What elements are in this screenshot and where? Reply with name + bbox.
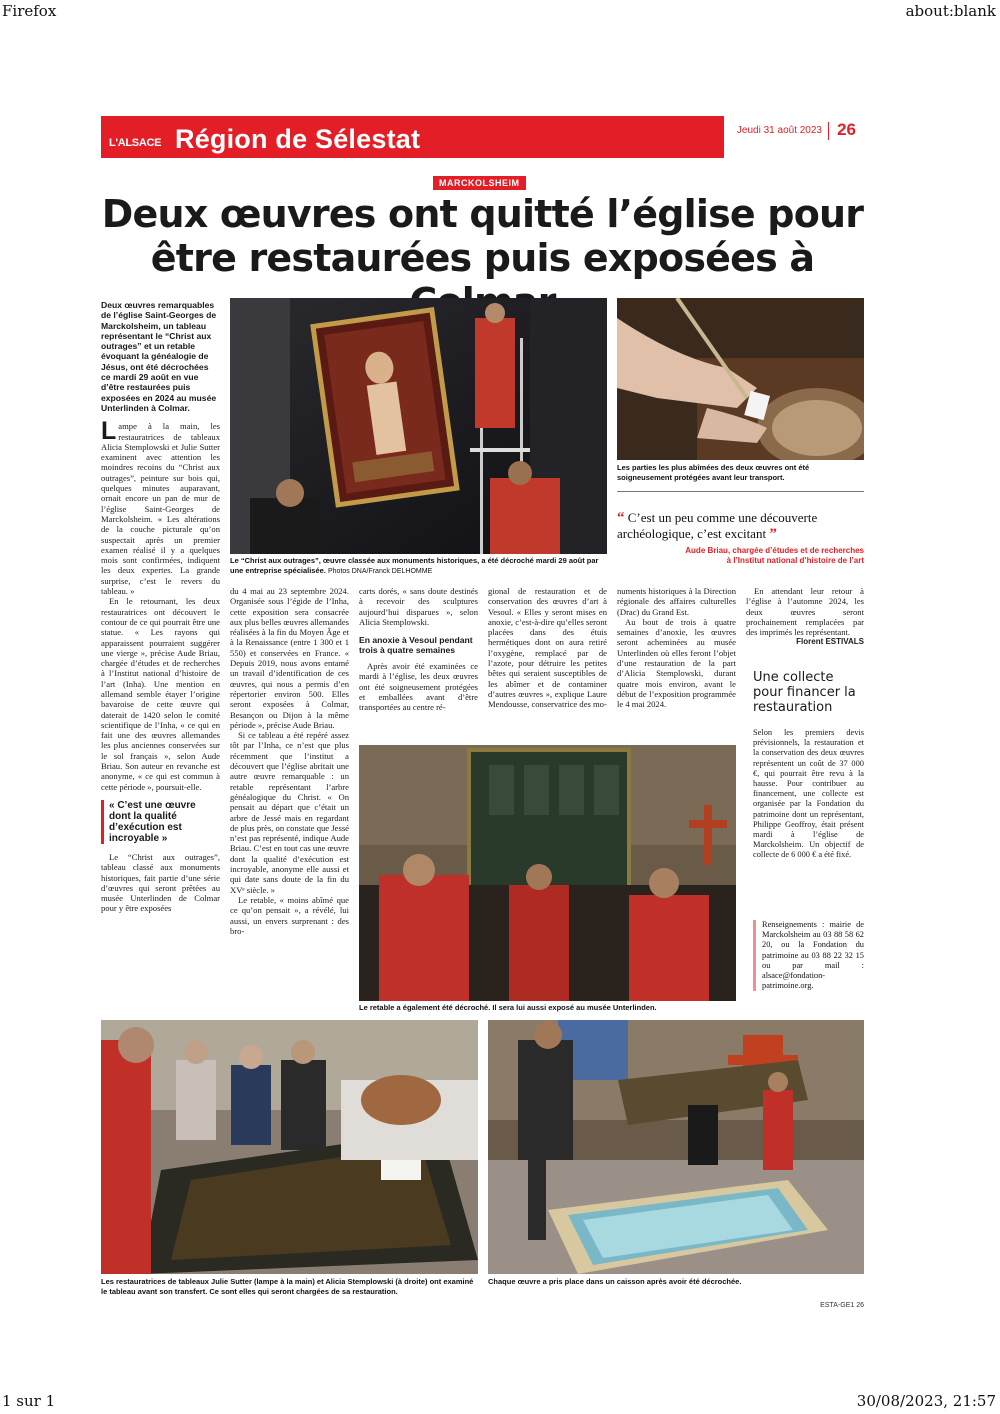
quote-body: C’est un peu comme une découverte archéologique, c’est excitant bbox=[617, 510, 818, 541]
page-counter: 1 sur 1 bbox=[2, 1392, 56, 1410]
article-author: Florent ESTIVALS bbox=[796, 637, 864, 647]
paragraph-3: Le “Christ aux outrages”, tableau classé aux monuments historiques, fait partie d’une série d’œuvres qui seront prêtées au musée Unterlinden de Colmar pour y être exposées bbox=[101, 851, 220, 914]
sidebar-title: Une collecte pour financer la restauration bbox=[753, 670, 856, 715]
kicker-label: MARCKOLSHEIM bbox=[433, 176, 526, 190]
page-reference: ESTA-GE1 26 bbox=[820, 1302, 864, 1309]
article-lead: Deux œuvres remarquables de l’église Saint-Georges de Marckolsheim, un tableau représentant le “Christ aux outrages” et un retable évoquant la généalogie de Jésus, ont été décrochées ce mardi 29 août en vue d’être restaurées puis exposées en 2024 au musée Unterlinden à Colmar. bbox=[101, 300, 217, 413]
paragraph-8: Après avoir été examinées ce mardi à l’église, les deux œuvres ont été soigneusement protégées et emballées avant d’être transportées au centre ré- bbox=[359, 661, 478, 713]
article-column-6 bbox=[746, 586, 864, 648]
photo-credit: Photos DNA/Franck DELHOMME bbox=[327, 567, 433, 575]
caption-retable: Le retable a également été décroché. Il sera lui aussi exposé au musée Unterlinden. bbox=[359, 1003, 657, 1012]
page-number: 26 bbox=[837, 120, 856, 139]
paragraph-1-text: ampe à la main, les restauratrices de tableaux Alicia Stemplowski et Julie Sutter examinent avec attention les moindres recoins du “Christ aux outrages”, peinture sur bois qui, quelques minutes auparavant, ornait encore un pan de mur de l’église Saint-Georges de Marckolsheim. « Les altérations de la couche picturale qu’on suspectait après un premier examen réalisé il y a quelques mois sont confirmées, indiquent les deux expertes. La grande surprise, c’est le revers du tableau. » bbox=[101, 421, 220, 597]
browser-url: about:blank bbox=[905, 2, 996, 20]
paragraph-10: numents historiques à la Direction régionale des affaires culturelles (Drac) du Grand Est. bbox=[617, 586, 736, 617]
browser-title: Firefox bbox=[2, 2, 57, 20]
article-column-1 bbox=[101, 300, 220, 914]
paragraph-2: En le retournant, les deux restauratrices ont découvert le contour de ce qui pourrait être une statue. « Les rayons qui apparaissent pourraient suggérer une vierge », précise Aude Briau, chargée d’études et de recherches à l’Institut national d’histoire de l’art (Inha). Une mention en allemand semble étayer l’origine bavaroise de cette œuvre qui daterait de 1420 selon le comité scientifique de l’Inha, « ce qui en fait une des œuvres allemandes les plus anciennes conservées sur le sol français », selon Aude Briau. Son auteur en revanche est anonyme, « ce qui est commun à cette période », poursuit-elle. bbox=[101, 596, 220, 792]
photo-hands-image bbox=[617, 298, 864, 460]
caption-christ-text: Le “Christ aux outrages”, œuvre classée aux monuments historiques, a été décroché mardi 29 août par une entreprise spécialisée. bbox=[230, 556, 599, 575]
photo-retable-image bbox=[359, 745, 736, 1001]
photo-retable bbox=[359, 745, 736, 1001]
info-box: Renseignements : mairie de Marckolsheim au 03 88 58 62 20, ou la Fondation du patrimoine au 03 88 22 32 15 ou par mail : alsace@fondation-patrimoine.org. bbox=[753, 920, 864, 991]
article-column-5 bbox=[617, 586, 736, 710]
paragraph-4: du 4 mai au 23 septembre 2024. Organisée sous l’égide de l’Inha, cette exposition sera consacrée aux plus belles œuvres allemandes réalisées à la fin du Moyen Âge et à la Renaissance (entre 1 300 et 1 550) et conservées en France. « Depuis 2019, nous avons entamé un travail d’identification de ces œuvres, qui nous a permis d’en répertorier environ 500. Elles seront exposées à Colmar, Besançon ou Dijon à la même période », précise Aude Briau. bbox=[230, 586, 349, 730]
quote-open-mark: “ bbox=[617, 510, 625, 526]
quote-close-mark: ” bbox=[769, 526, 777, 542]
region-title: Région de Sélestat bbox=[175, 124, 421, 154]
quote-author bbox=[617, 546, 864, 565]
photo-christ-painting bbox=[230, 298, 607, 554]
brand-logo: L'ALSACE bbox=[109, 137, 162, 149]
headline-line-2: être restaurées puis exposées à bbox=[150, 236, 815, 280]
photo-examination-image bbox=[101, 1020, 478, 1274]
photo-examination bbox=[101, 1020, 478, 1274]
issue-date: Jeudi 31 août 2023 bbox=[736, 125, 822, 136]
paragraph-1 bbox=[101, 417, 220, 597]
paragraph-9: gional de restauration et de conservation des œuvres d’art à Vesoul. « Elles y seront mises en anoxie, c’est-à-dire qu’elles seront placées dans des étuis hermétiques dont on aura retiré l’oxygène, remplacé par de l’azote, pour détruire les petites bêtes qui seraient susceptibles de les abîmer et de contaminer d’autres œuvres », explique Laure Mendousse, conservatrice des mo- bbox=[488, 586, 607, 710]
header-divider bbox=[828, 122, 829, 140]
sidebar-text: Selon les premiers devis prévisionnels, la restauration et la conservation des deux œuvres représentent un coût de 37 000 €, qui pourrait être revu à la hausse. Pour contribuer au financement, une collecte est organisée par la Fondation du patrimoine dont un représentant, Philippe Geoffroy, était présent mardi à l’église de Marckolsheim. Un objectif de collecte de 6 000 € a été fixé. bbox=[753, 728, 864, 860]
article-column-2 bbox=[230, 586, 349, 936]
caption-examination: Les restauratrices de tableaux Julie Sutter (lampe à la main) et Alicia Stemplowski (à droite) ont examiné le tableau avant son transfert. Ce sont elles qui seront chargées de sa restauration. bbox=[101, 1277, 474, 1296]
paragraph-12: En attendant leur retour à l’église à l’automne 2024, les deux œuvres seront prochainement remplacées par des imprimés les représentant. bbox=[746, 586, 864, 638]
headline-line-1: Deux œuvres ont quitté l’église pour bbox=[101, 192, 864, 236]
caption-christ bbox=[230, 556, 607, 576]
caption-hands: Les parties les plus abîmées des deux œuvres ont été soigneusement protégées avant leur transport. bbox=[617, 463, 810, 482]
newspaper-page bbox=[101, 114, 864, 1314]
paragraph-11: Au bout de trois à quatre semaines d’anoxie, les œuvres seront acheminées au musée Unterlinden où elles feront l’objet d’une restauration de la part d’Alicia Stemplowski, durant quatre mois environ, avant le début de l’exposition programmée le 4 mai 2024. bbox=[617, 616, 736, 710]
quote-text bbox=[617, 510, 864, 542]
print-timestamp: 30/08/2023, 21:57 bbox=[856, 1392, 996, 1410]
paragraph-6: Le retable, « moins abîmé que ce qu’on pensait », a révélé, lui aussi, un envers surprenant : des bro- bbox=[230, 894, 349, 936]
divider-rule bbox=[617, 491, 864, 492]
article-column-3 bbox=[359, 586, 478, 713]
photo-crate-image bbox=[488, 1020, 864, 1274]
paragraph-5: Si ce tableau a été repéré assez tôt par l’Inha, ce n’est que plus récemment que l’institut a découvert que l’église abritait une autre œuvre remarquable : un retable représentant l’arbre généalogique du Christ. « On pensait au départ que c’était un arbre de Jessé mais en regardant de plus près, on constate que Jessé n’est pas représenté, indique Aude Briau. C’est en tout cas une œuvre dont la qualité d’exécution est incroyable, anonyme elle aussi et qui date sans doute de la fin du XVᵉ siècle. » bbox=[230, 730, 349, 895]
photo-christ-image bbox=[230, 298, 607, 554]
article-column-4 bbox=[488, 586, 607, 710]
quote-author-line-1: Aude Briau, chargée d’études et de recherches bbox=[685, 546, 864, 555]
page-header bbox=[101, 116, 864, 158]
quote-block bbox=[617, 510, 864, 565]
paragraph-7: carts dorés, « sans doute destinés à recevoir des sculptures aujourd’hui disparues », selon Alicia Stemplowski. bbox=[359, 586, 478, 627]
caption-crate: Chaque œuvre a pris place dans un caisson après avoir été décrochée. bbox=[488, 1277, 742, 1286]
photo-crate bbox=[488, 1020, 864, 1274]
photo-hands bbox=[617, 298, 864, 460]
subheading: En anoxie à Vesoul pendant trois à quatre semaines bbox=[359, 635, 473, 656]
quote-author-line-2: à l’Institut national d’histoire de l’art bbox=[726, 555, 864, 565]
drop-cap: L bbox=[101, 417, 117, 446]
pull-quote: « C’est une œuvre dont la qualité d’exécution est incroyable » bbox=[101, 800, 220, 844]
